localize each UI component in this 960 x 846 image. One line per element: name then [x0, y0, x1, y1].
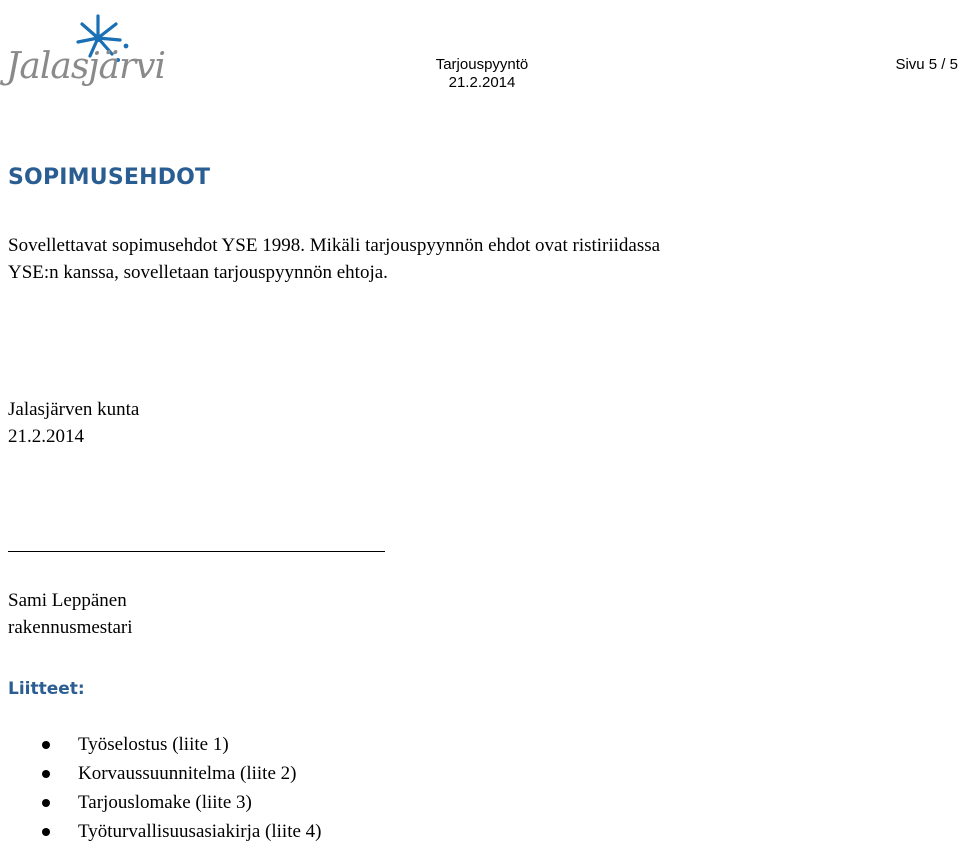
bullet-icon [42, 799, 50, 807]
section-heading-terms: SOPIMUSEHDOT [8, 165, 211, 190]
list-item [0, 788, 322, 817]
attachments-list [0, 730, 322, 846]
bullet-icon [42, 770, 50, 778]
municipality-logo [6, 12, 166, 106]
organization-name: Jalasjärven kunta [8, 399, 140, 420]
logo-wordmark: Jalasjärvi [6, 46, 166, 87]
terms-line: YSE:n kanssa, sovelletaan tarjouspyynnön ehtoja. [8, 262, 388, 283]
terms-line: Sovellettavat sopimusehdot YSE 1998. Mikäli tarjouspyynnön ehdot ovat ristiriidassa [8, 235, 661, 256]
document-title: Tarjouspyyntö [435, 56, 529, 73]
terms-paragraph [8, 232, 908, 286]
list-item [0, 817, 322, 846]
signature-organization-block [8, 396, 139, 450]
signature-line [8, 551, 385, 552]
attachment-label: Työselostus (liite 1) [78, 734, 229, 755]
page-number: Sivu 5 / 5 [895, 56, 958, 73]
document-header [426, 56, 538, 92]
bullet-icon [42, 741, 50, 749]
attachment-label: Korvaussuunnitelma (liite 2) [78, 763, 297, 784]
attachment-label: Tarjouslomake (liite 3) [78, 792, 252, 813]
section-heading-attachments: Liitteet: [8, 679, 85, 699]
signatory-title: rakennusmestari [8, 617, 133, 638]
list-item [0, 730, 322, 759]
signature-date: 21.2.2014 [8, 426, 84, 447]
signatory-name: Sami Leppänen [8, 590, 127, 611]
list-item [0, 759, 322, 788]
document-date: 21.2.2014 [448, 74, 516, 91]
signatory-block [8, 587, 133, 641]
attachment-label: Työturvallisuusasiakirja (liite 4) [78, 821, 322, 842]
bullet-icon [42, 828, 50, 836]
